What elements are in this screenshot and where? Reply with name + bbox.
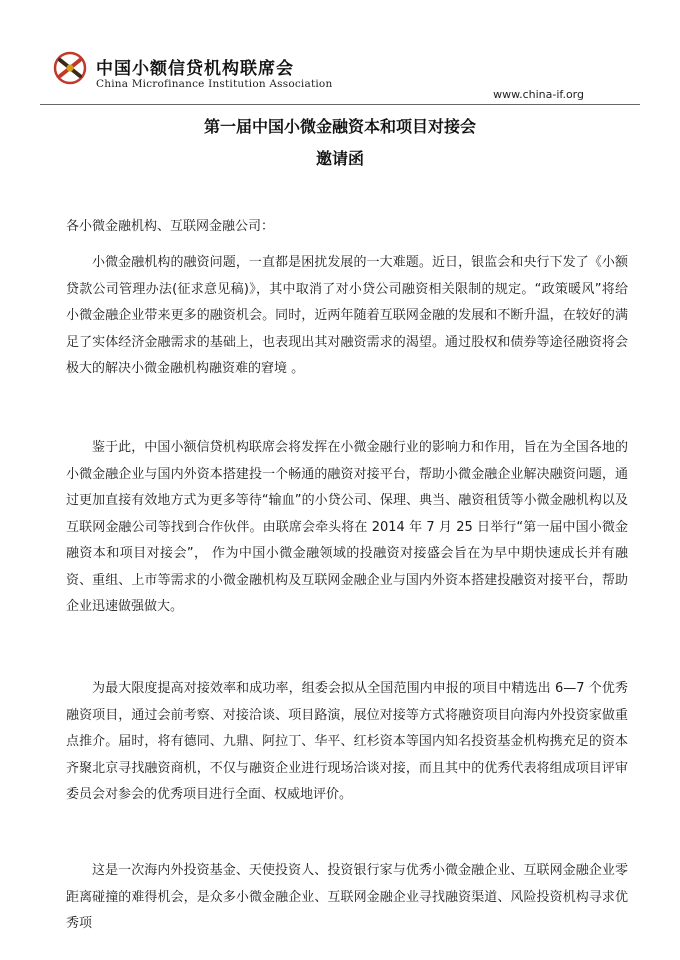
header-divider <box>40 104 640 105</box>
org-name-en: China Microfinance Institution Association <box>96 78 333 90</box>
letterhead <box>0 0 680 110</box>
paragraph-2: 鉴于此，中国小额信贷机构联席会将发挥在小微金融行业的影响力和作用，旨在为全国各地的小微金融企业与国内外资本搭建投一个畅通的融资对接平台，帮助小微金融企业解决融资问题，通过更加直接有效地方式为更多等待“输血”的小贷公司、保理、典当、融资租赁等小微金融机构以及互联网金融公司等找到合作伙伴。由联席会牵头将在 2014 年 7 月 25 日举行“第一届中国小微金融资本和项目对接会”， 作为中国小微金融领域的投融资对接盛会旨在为早中期快速成长并有融资、重组、上市等需求的小微金融机构及互联网金融企业与国内外资本搭建投融资对接平台，帮助企业迅速做强做大。 <box>66 440 628 614</box>
paragraph-1: 小微金融机构的融资问题，一直都是困扰发展的一大难题。近日，银监会和央行下发了《小额贷款公司管理办法(征求意见稿)》，其中取消了对小贷公司融资相关限制的规定。“政策暖风”将给小微金融企业带来更多的融资机会。同时，近两年随着互联网金融的发展和不断升温，在较好的满足了实体经济金融需求的基础上，也表现出其对融资需求的渴望。通过股权和债券等途径融资将会极大的解决小微金融机构融资难的窘境 。 <box>66 255 628 376</box>
paragraph-4: 这是一次海内外投资基金、天使投资人、投资银行家与优秀小微金融企业、互联网金融企业零距离碰撞的难得机会，是众多小微金融企业、互联网金融企业寻找融资渠道、风险投资机构寻求优秀项 <box>66 863 628 931</box>
paragraph-3: 为最大限度提高对接效率和成功率，组委会拟从全国范围内申报的项目中精选出 6—7 个优秀融资项目，通过会前考察、对接洽谈、项目路演，展位对接等方式将融资项目向海内外投资家做重点推介。届时，将有德同、九鼎、阿拉丁、华平、红杉资本等国内知名投资基金机构携充足的资本齐聚北京寻找融资商机，不仅与融资企业进行现场洽谈对接，而且其中的优秀代表将组成项目评审委员会对参会的优秀项目进行全面、权威地评价。 <box>66 681 628 802</box>
cmia-logo-icon <box>52 50 88 86</box>
salutation: 各小微金融机构、互联网金融公司： <box>66 219 275 234</box>
org-name-cn: 中国小额信贷机构联席会 <box>96 59 294 79</box>
document-title: 第一届中国小微金融资本和项目对接会 <box>203 117 476 136</box>
document-subtitle: 邀请函 <box>315 149 364 168</box>
website-url: www.china-if.org <box>493 88 584 101</box>
